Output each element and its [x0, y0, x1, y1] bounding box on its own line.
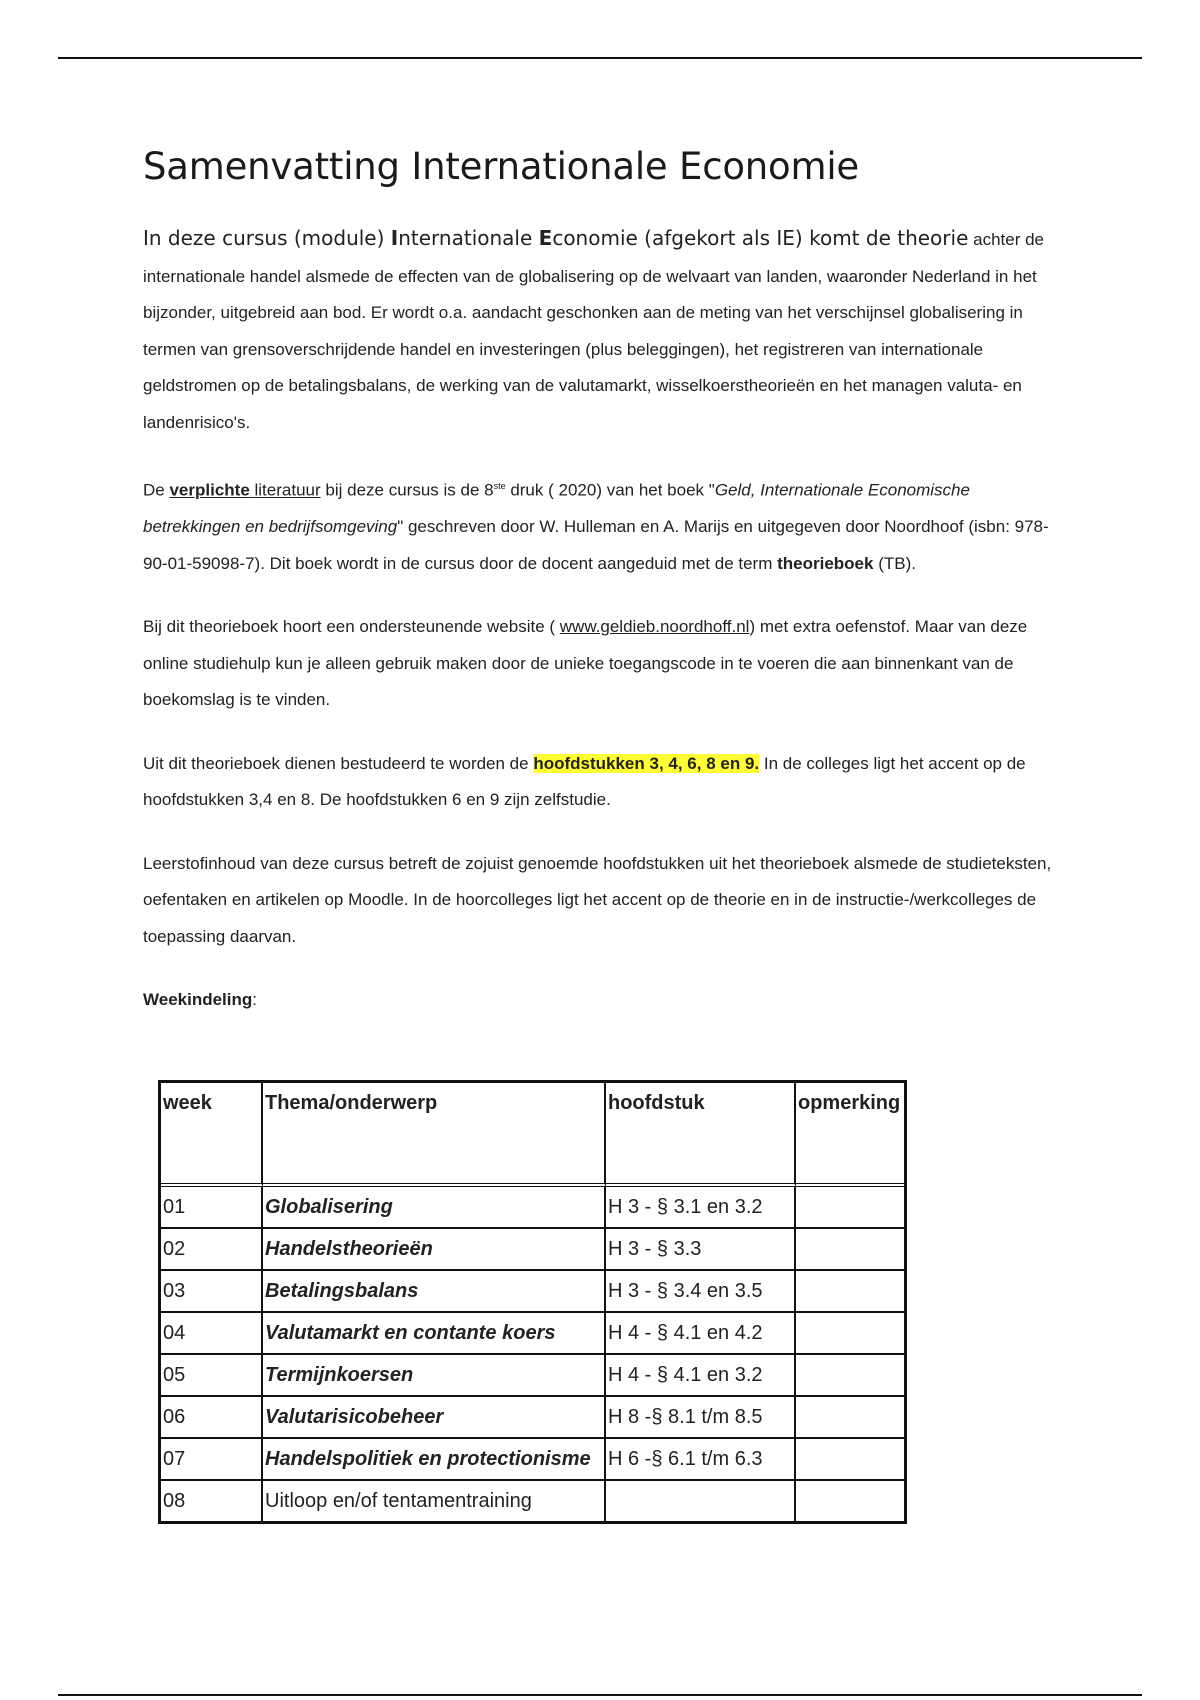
week-cell: 04	[161, 1313, 263, 1355]
week-schedule-table	[158, 1080, 907, 1524]
table-row	[161, 1187, 904, 1229]
chapter-cell: H 8 -§ 8.1 t/m 8.5	[606, 1397, 796, 1439]
chapter-cell: H 6 -§ 6.1 t/m 6.3	[606, 1439, 796, 1481]
header-theme: Thema/onderwerp	[263, 1083, 606, 1187]
chapter-cell: H 4 - § 4.1 en 3.2	[606, 1355, 796, 1397]
table-header-row	[161, 1083, 904, 1187]
table-row	[161, 1355, 904, 1397]
remark-cell	[796, 1481, 904, 1521]
week-cell: 05	[161, 1355, 263, 1397]
remark-cell	[796, 1355, 904, 1397]
document-body	[143, 138, 1063, 1019]
header-remark: opmerking	[796, 1083, 904, 1187]
theme-cell: Uitloop en/of tentamentraining	[263, 1481, 606, 1521]
week-cell: 03	[161, 1271, 263, 1313]
table-row	[161, 1271, 904, 1313]
bottom-rule	[58, 1694, 1142, 1696]
table-row	[161, 1229, 904, 1271]
theme-cell: Valutamarkt en contante koers	[263, 1313, 606, 1355]
remark-cell	[796, 1229, 904, 1271]
table-row	[161, 1397, 904, 1439]
intro-paragraph: In deze cursus (module) Internationale Economie (afgekort als IE) komt de theorie achter de internationale handel alsmede de effecten van de globalisering op de welvaart van landen, waaronder Nederland in het bijzonder, uitgebreid aan bod. Er wordt o.a. aandacht geschonken aan de meting van het verschijnsel globalisering in termen van grensoverschrijdende handel en investeringen (plus beleggingen), het registreren van internationale geldstromen op de betalingsbalans, de werking van de valutamarkt, wisselkoerstheorieën en het managen valuta- en landenrisico's.	[143, 226, 1044, 432]
chapters-paragraph: Uit dit theorieboek dienen bestudeerd te worden de hoofdstukken 3, 4, 6, 8 en 9. In de colleges ligt het accent op de hoofdstukken 3,4 en 8. De hoofdstukken 6 en 9 zijn zelfstudie.	[143, 753, 1026, 810]
week-cell: 06	[161, 1397, 263, 1439]
table-row	[161, 1313, 904, 1355]
chapter-cell	[606, 1481, 796, 1521]
remark-cell	[796, 1397, 904, 1439]
top-rule	[58, 57, 1142, 59]
remark-cell	[796, 1271, 904, 1313]
website-paragraph: Bij dit theorieboek hoort een ondersteunende website ( www.geldieb.noordhoff.nl) met extra oefenstof. Maar van deze online studiehulp kun je alleen gebruik maken door de unieke toegangscode in te voeren die aan binnenkant van de boekomslag is te vinden.	[143, 617, 1028, 710]
theme-cell: Globalisering	[263, 1187, 606, 1229]
theme-cell: Handelspolitiek en protectionisme	[263, 1439, 606, 1481]
table-row	[161, 1439, 904, 1481]
weekindeling-heading: Weekindeling:	[143, 990, 257, 1010]
website-link[interactable]: www.geldieb.noordhoff.nl	[559, 617, 750, 637]
highlighted-chapters: hoofdstukken 3, 4, 6, 8 en 9.	[533, 753, 760, 773]
literature-paragraph: De verplichte literatuur bij deze cursus is de 8ste druk ( 2020) van het boek "Geld, Internationale Economische betrekkingen en bedrijfsomgeving" geschreven door W. Hulleman en A. Marijs en uitgegeven door Noordhoof (isbn: 978-90-01-59098-7). Dit boek wordt in de cursus door de docent aangeduid met de term theorieboek (TB).	[143, 480, 1049, 573]
remark-cell	[796, 1187, 904, 1229]
table-row	[161, 1481, 904, 1521]
remark-cell	[796, 1439, 904, 1481]
chapter-cell: H 3 - § 3.4 en 3.5	[606, 1271, 796, 1313]
theme-cell: Handelstheorieën	[263, 1229, 606, 1271]
remark-cell	[796, 1313, 904, 1355]
theme-cell: Betalingsbalans	[263, 1271, 606, 1313]
theme-cell: Valutarisicobeheer	[263, 1397, 606, 1439]
content-paragraph: Leerstofinhoud van deze cursus betreft de zojuist genoemde hoofdstukken uit het theorieboek alsmede de studieteksten, oefentaken en artikelen op Moodle. In de hoorcolleges ligt het accent op de theorie en in de instructie-/werkcolleges de toepassing daarvan.	[143, 853, 1052, 946]
header-chapter: hoofdstuk	[606, 1083, 796, 1187]
chapter-cell: H 4 - § 4.1 en 4.2	[606, 1313, 796, 1355]
header-week: week	[161, 1083, 263, 1187]
theme-cell: Termijnkoersen	[263, 1355, 606, 1397]
week-cell: 07	[161, 1439, 263, 1481]
chapter-cell: H 3 - § 3.1 en 3.2	[606, 1187, 796, 1229]
week-cell: 02	[161, 1229, 263, 1271]
week-cell: 08	[161, 1481, 263, 1521]
week-cell: 01	[161, 1187, 263, 1229]
page-title: Samenvatting Internationale Economie	[143, 145, 859, 188]
chapter-cell: H 3 - § 3.3	[606, 1229, 796, 1271]
